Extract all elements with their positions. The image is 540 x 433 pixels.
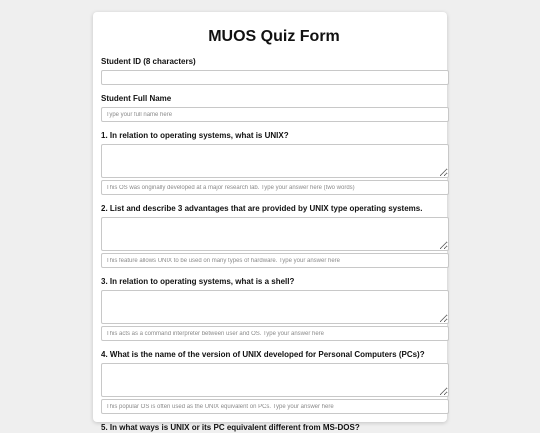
page-title: MUOS Quiz Form <box>208 28 340 45</box>
student-name-input[interactable] <box>101 107 449 122</box>
quiz-form <box>93 12 447 433</box>
question-1-hint-input[interactable] <box>101 180 449 195</box>
question-3-answer-textarea[interactable] <box>101 290 449 324</box>
question-2-answer-textarea[interactable] <box>101 217 449 251</box>
question-5-label: 5. In what ways is UNIX or its PC equivalent different from MS-DOS? <box>101 423 360 432</box>
question-3-hint-input[interactable] <box>101 326 449 341</box>
question-4-label: 4. What is the name of the version of UNIX developed for Personal Computers (PCs)? <box>101 350 425 359</box>
student-id-label: Student ID (8 characters) <box>101 57 196 66</box>
question-2-label: 2. List and describe 3 advantages that are provided by UNIX type operating systems. <box>101 204 423 213</box>
question-4-hint-input[interactable] <box>101 399 449 414</box>
question-1-answer-textarea[interactable] <box>101 144 449 178</box>
student-id-input[interactable] <box>101 70 449 85</box>
question-3-label: 3. In relation to operating systems, what is a shell? <box>101 277 295 286</box>
question-2-hint-input[interactable] <box>101 253 449 268</box>
student-name-label: Student Full Name <box>101 94 172 103</box>
question-1-label: 1. In relation to operating systems, what is UNIX? <box>101 131 289 140</box>
question-4-answer-textarea[interactable] <box>101 363 449 397</box>
quiz-form-card <box>93 12 447 432</box>
